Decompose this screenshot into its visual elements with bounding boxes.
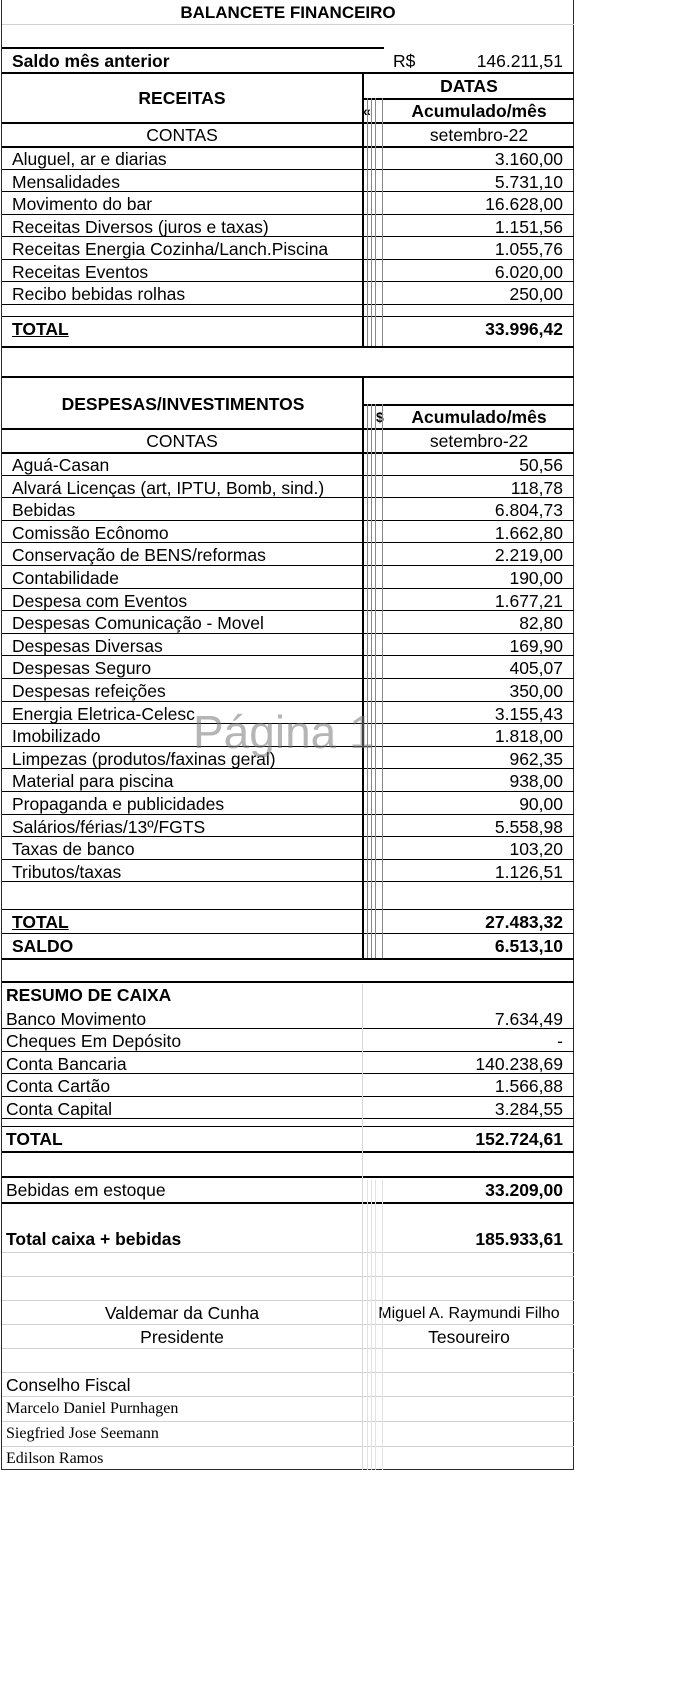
arrows-marker: « [363, 103, 371, 119]
conselho-member-2: Siegfried Jose Seemann [6, 1425, 159, 1442]
row-label: Salários/férias/13º/FGTS [12, 816, 206, 837]
row-label: Recibo bebidas rolhas [12, 284, 186, 304]
row-divider [2, 768, 574, 769]
row-divider [2, 881, 574, 882]
row-divider [2, 214, 574, 215]
receitas-contas-label: CONTAS [146, 125, 218, 145]
row-value: 190,00 [509, 568, 563, 588]
receitas-month: setembro-22 [429, 125, 529, 145]
s-marker: $ [376, 409, 384, 425]
row-label: Propaganda e publicidades [12, 794, 225, 814]
row-divider [2, 191, 574, 192]
resumo-total-value: 152.724,61 [475, 1129, 563, 1149]
row-divider [2, 259, 574, 260]
row-divider [2, 565, 574, 566]
row-value: 169,90 [509, 635, 563, 656]
row-value: 962,35 [509, 748, 563, 769]
row-label: Mensalidades [12, 171, 120, 192]
row-value: 1.818,00 [494, 726, 563, 747]
row-value: 405,07 [509, 658, 563, 679]
row-divider [2, 1028, 574, 1029]
row-value: 3.284,55 [494, 1098, 563, 1119]
row-label: Despesa com Eventos [12, 590, 188, 611]
row-divider [2, 520, 574, 521]
row-label: Aguá-Casan [12, 455, 110, 475]
row-value: 1.055,76 [494, 239, 563, 259]
row-label: Despesas Diversas [12, 635, 163, 656]
receitas-total-value: 33.996,42 [485, 319, 563, 339]
row-divider [2, 610, 574, 611]
row-divider [2, 236, 574, 237]
row-label: Taxas de banco [12, 839, 135, 860]
row-value: 103,20 [509, 839, 563, 860]
receitas-acumulado-label: Acumulado/mês [411, 101, 547, 121]
row-divider [2, 542, 574, 543]
row-divider [2, 859, 574, 860]
despesas-acumulado-label: Acumulado/mês [411, 407, 547, 427]
row-label: Tributos/taxas [12, 861, 122, 882]
row-value: 6.020,00 [494, 261, 563, 282]
datas-label: DATAS [440, 76, 498, 96]
row-value: 3.160,00 [494, 149, 563, 169]
page-watermark: Página 1 [193, 706, 375, 758]
conselho-member-1: Marcelo Daniel Purnhagen [6, 1400, 179, 1417]
row-value: 1.126,51 [494, 861, 563, 882]
row-label: Material para piscina [12, 771, 174, 792]
bebidas-value: 33.209,00 [485, 1180, 563, 1200]
row-label: Receitas Diversos (juros e taxas) [12, 216, 269, 237]
row-divider [2, 169, 574, 170]
saldo-value: 6.513,10 [494, 936, 563, 956]
despesas-contas-label: CONTAS [146, 431, 218, 451]
row-divider [2, 588, 574, 589]
row-value: 938,00 [509, 771, 563, 792]
row-value: 82,80 [519, 613, 563, 634]
total-caixa-value: 185.933,61 [475, 1229, 563, 1249]
row-divider [2, 678, 574, 679]
row-label: Banco Movimento [6, 1009, 147, 1029]
resumo-heading: RESUMO DE CAIXA [6, 985, 172, 1005]
treasurer-title: Tesoureiro [428, 1327, 510, 1347]
receitas-total-label: TOTAL [12, 319, 69, 339]
row-divider [2, 281, 574, 282]
row-divider [2, 836, 574, 837]
row-divider [2, 1073, 574, 1074]
despesas-total-value: 27.483,32 [485, 912, 563, 932]
row-value: 1.662,80 [494, 522, 563, 543]
president-title: Presidente [140, 1327, 224, 1347]
row-value: 90,00 [519, 794, 563, 814]
row-divider [2, 1118, 574, 1119]
row-label: Imobilizado [12, 726, 101, 747]
saldo-anterior-currency: R$ [393, 51, 416, 71]
row-label: Bebidas [12, 500, 76, 521]
row-label: Conta Cartão [6, 1076, 111, 1097]
row-divider [2, 814, 574, 815]
row-divider [2, 655, 574, 656]
row-divider [2, 633, 574, 634]
row-value: 7.634,49 [494, 1009, 563, 1029]
row-divider [2, 475, 574, 476]
row-divider [2, 701, 574, 702]
row-label: Receitas Eventos [12, 261, 149, 282]
total-caixa-label: Total caixa + bebidas [6, 1229, 182, 1249]
saldo-label: SALDO [12, 936, 74, 956]
row-label: Conta Capital [6, 1098, 113, 1119]
row-label: Despesas Comunicação - Movel [12, 613, 264, 634]
bebidas-label: Bebidas em estoque [6, 1180, 166, 1200]
row-value: 5.558,98 [494, 816, 563, 837]
saldo-anterior-value: 146.211,51 [476, 51, 563, 71]
row-value: 140.238,69 [475, 1053, 563, 1074]
document-title: BALANCETE FINANCEIRO [180, 3, 396, 22]
despesas-total-label: TOTAL [12, 912, 69, 932]
row-label: Cheques Em Depósito [6, 1031, 182, 1052]
saldo-anterior-label: Saldo mês anterior [12, 51, 170, 71]
row-label: Energia Eletrica-Celesc [12, 703, 195, 724]
president-name: Valdemar da Cunha [104, 1303, 260, 1323]
conselho-heading: Conselho Fiscal [6, 1375, 131, 1395]
row-label: Comissão Ecônomo [12, 522, 169, 543]
row-label: Limpezas (produtos/faxinas geral) [12, 748, 276, 769]
row-divider [2, 1096, 574, 1097]
row-value: 350,00 [509, 681, 563, 701]
row-label: Despesas refeições [12, 681, 166, 701]
conselho-member-3: Edilson Ramos [6, 1450, 104, 1467]
row-label: Conservação de BENS/reformas [12, 545, 266, 566]
despesas-heading: DESPESAS/INVESTIMENTOS [61, 394, 305, 414]
row-value: 1.151,56 [494, 216, 563, 237]
receitas-heading: RECEITAS [138, 88, 226, 108]
row-label: Alvará Licenças (art, IPTU, Bomb, sind.) [12, 477, 325, 498]
row-label: Conta Bancaria [6, 1053, 127, 1074]
row-value: 250,00 [509, 284, 563, 304]
row-value: 1.566,88 [494, 1076, 563, 1097]
row-divider [2, 791, 574, 792]
row-value: 2.219,00 [494, 545, 563, 566]
row-value: 3.155,43 [494, 703, 563, 724]
row-value: 1.677,21 [494, 590, 563, 611]
row-value: 118,78 [510, 477, 563, 498]
row-label: Contabilidade [12, 568, 120, 588]
row-divider [2, 497, 574, 498]
row-value: - [557, 1031, 563, 1052]
row-value: 6.804,73 [494, 500, 563, 521]
row-divider [2, 304, 574, 305]
row-label: Despesas Seguro [12, 658, 152, 679]
resumo-total-label: TOTAL [6, 1129, 63, 1149]
row-label: Movimento do bar [12, 194, 153, 214]
row-label: Aluguel, ar e diarias [12, 149, 167, 169]
despesas-month: setembro-22 [429, 431, 529, 451]
row-divider [2, 1051, 574, 1052]
row-value: 16.628,00 [485, 194, 563, 214]
row-value: 50,56 [519, 455, 563, 475]
row-label: Receitas Energia Cozinha/Lanch.Piscina [12, 239, 329, 259]
treasurer-name: Miguel A. Raymundi Filho [378, 1305, 560, 1322]
row-value: 5.731,10 [494, 171, 563, 192]
